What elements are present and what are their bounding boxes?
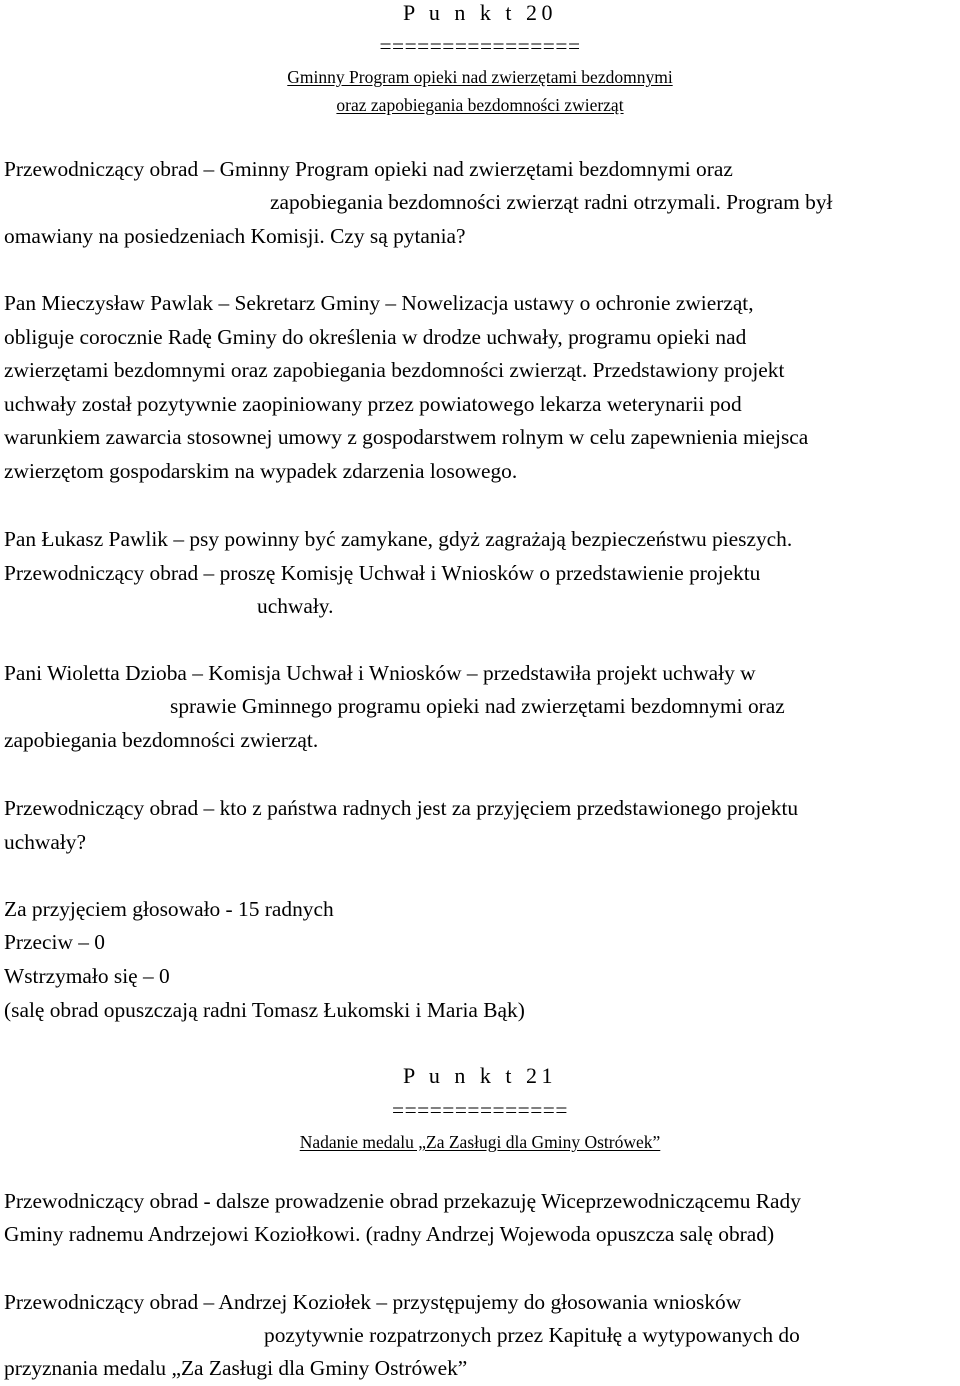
text-line: Gminy radnemu Andrzejowi Koziołkowi. (radny Andrzej Wojewoda opuszcza salę obrad) (4, 1222, 775, 1246)
text-line: omawiany na posiedzeniach Komisji. Czy są pytania? (4, 224, 466, 248)
punkt-20-subject-line-2: oraz zapobiegania bezdomności zwierząt (336, 95, 624, 115)
text-line: zwierzętami bezdomnymi oraz zapobiegania bezdomności zwierząt. Przedstawiony projekt (4, 358, 785, 382)
punkt-20-subject-line-1: Gminny Program opieki nad zwierzętami bezdomnymi (287, 67, 673, 87)
text-line: zapobiegania bezdomności zwierząt radni otrzymali. Program był (270, 190, 833, 214)
punkt-20-heading: P u n k t 20 (402, 0, 558, 25)
text-line: uchwały? (4, 830, 86, 854)
text-line: Przewodniczący obrad – Andrzej Koziołek – przystępujemy do głosowania wniosków (4, 1290, 742, 1314)
text-line: obliguje corocznie Radę Gminy do określenia w drodze uchwały, programu opieki nad (4, 325, 747, 349)
vote-in-favor: Za przyjęciem głosowało - 15 radnych (4, 897, 334, 921)
text-line: Przewodniczący obrad – proszę Komisję Uchwał i Wniosków o przedstawienie projektu (4, 561, 761, 585)
punkt-21-subject: Nadanie medalu „Za Zasługi dla Gminy Ostrówek” (299, 1132, 661, 1152)
vote-against: Przeciw – 0 (4, 930, 105, 954)
text-line: Przewodniczący obrad – Gminny Program opieki nad zwierzętami bezdomnymi oraz (4, 157, 733, 181)
text-line: uchwały został pozytywnie zaopiniowany przez powiatowego lekarza weterynarii pod (4, 392, 742, 416)
text-line: zwierzętom gospodarskim na wypadek zdarzenia losowego. (4, 459, 518, 483)
text-line: Pan Mieczysław Pawlak – Sekretarz Gminy – Nowelizacja ustawy o ochronie zwierząt, (4, 291, 754, 315)
text-line: przyznania medalu „Za Zasługi dla Gminy Ostrówek” (4, 1356, 468, 1380)
text-line: pozytywnie rozpatrzonych przez Kapitułę a wytypowanych do (264, 1323, 800, 1347)
text-line: uchwały. (257, 594, 334, 618)
text-line: Przewodniczący obrad – kto z państwa radnych jest za przyjęciem przedstawionego projektu (4, 796, 799, 820)
punkt-20-rule: ================ (379, 34, 581, 58)
text-line: Pan Łukasz Pawlik – psy powinny być zamykane, gdyż zagrażają bezpieczeństwu pieszych. (4, 527, 793, 551)
punkt-21-heading: P u n k t 21 (402, 1063, 558, 1088)
vote-note: (salę obrad opuszczają radni Tomasz Łukomski i Maria Bąk) (4, 998, 525, 1022)
text-line: warunkiem zawarcia stosownej umowy z gospodarstwem rolnym w celu zapewnienia miejsca (4, 425, 809, 449)
text-line: Pani Wioletta Dzioba – Komisja Uchwał i Wniosków – przedstawiła projekt uchwały w (4, 661, 756, 685)
text-line: Przewodniczący obrad - dalsze prowadzenie obrad przekazuję Wiceprzewodniczącemu Rady (4, 1189, 801, 1213)
text-line: zapobiegania bezdomności zwierząt. (4, 728, 319, 752)
punkt-21-rule: ============== (392, 1098, 568, 1122)
text-line: sprawie Gminnego programu opieki nad zwierzętami bezdomnymi oraz (170, 694, 785, 718)
vote-abstained: Wstrzymało się – 0 (4, 964, 170, 988)
